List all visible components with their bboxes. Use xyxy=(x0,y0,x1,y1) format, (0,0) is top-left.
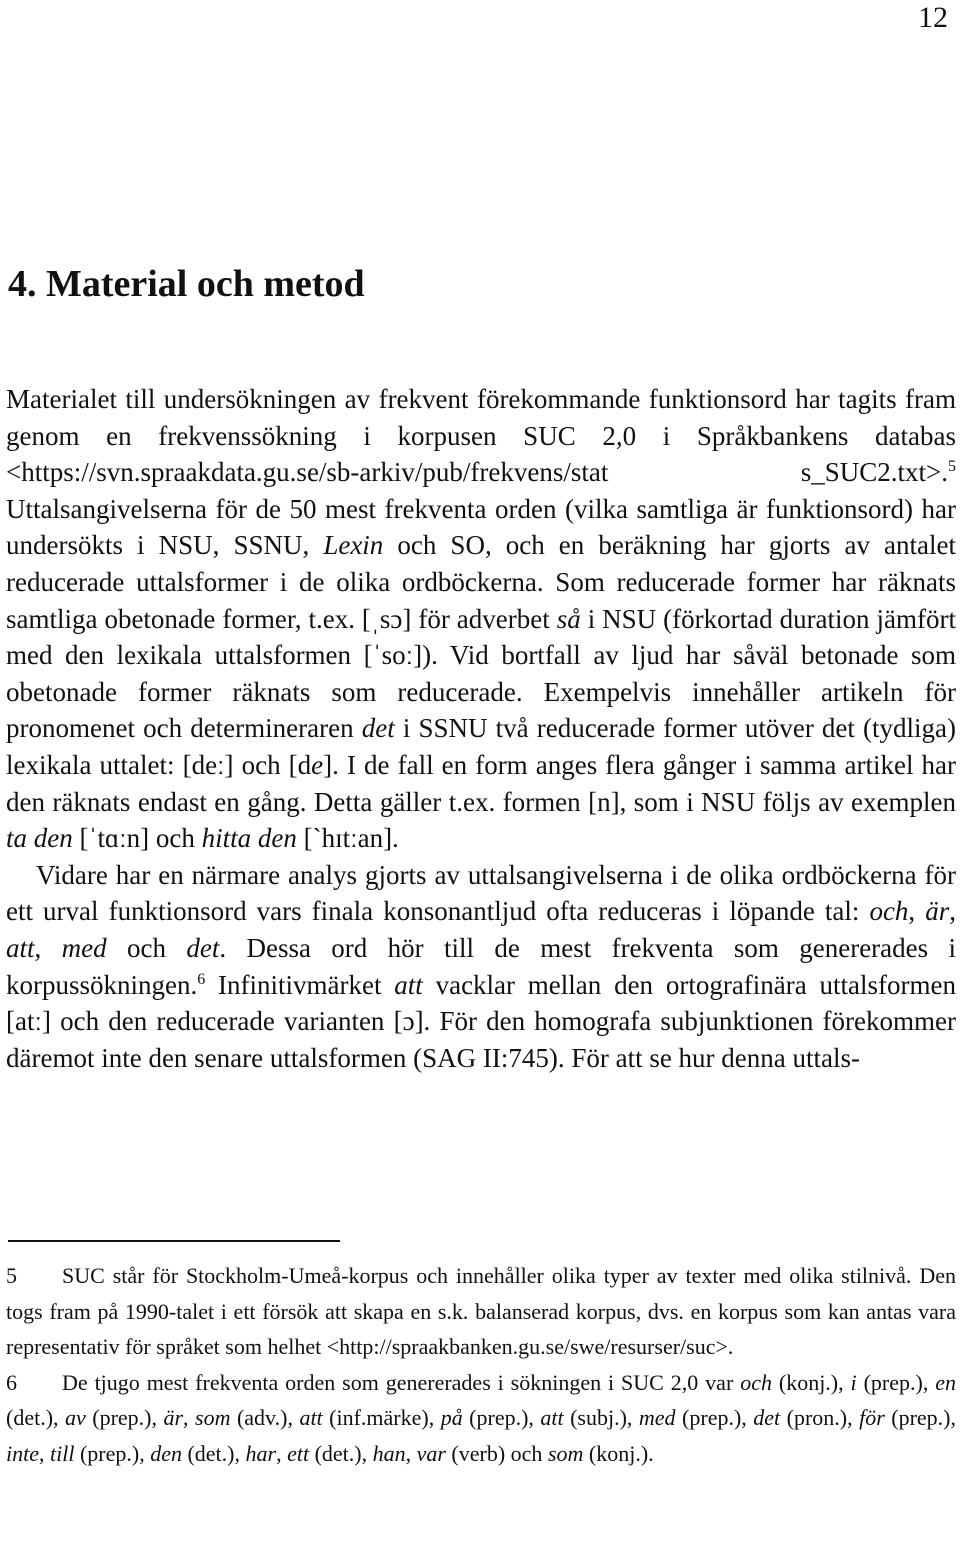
footnote-marker: 5 xyxy=(6,1263,17,1288)
body-text xyxy=(6,381,956,1076)
footnote-separator xyxy=(8,1240,340,1242)
paragraph-2: Vidare har en närmare analys gjorts av uttalsangivelserna i de olika ordböckerna för ett urval funktionsord vars finala konsonantljud ofta reduceras i löpande tal: och, är, att, med och det. Dessa ord hör till de mest frekventa som genererades i korpussökningen.$^6$ Infinitivmärket att vacklar mellan den ortografinära uttalsformen [atː] och den reducerade varianten [ɔ]. För den homografa subjunktionen förekommer däremot inte den senare uttalsformen (SAG II:745). För att se hur denna uttals- xyxy=(6,859,957,1073)
footnote-5: 5 SUC står för Stockholm-Umeå-korpus och innehåller olika typer av texter med olika stilnivå. Den togs fram på 1990-talet i ett försök att skapa en s.k. balanserad korpus, dvs. en korpus som kan antas vara representativ för språket som helhet <http://spraakbanken.gu.se/swe/resurser/suc>. xyxy=(6,1258,956,1365)
footnote-ref-5[interactable]: 5 xyxy=(948,458,956,476)
footnote-6: 6 De tjugo mest frekventa orden som genererades i sökningen i SUC 2,0 var och (konj.), i (prep.), en (det.), av (prep.), är, som (adv.), att (inf.märke), på (prep.), att (subj.), med (prep.), det (pron.), för (prep.), inte, till (prep.), den (det.), har, ett (det.), han, var (verb) och som (konj.). xyxy=(6,1365,956,1472)
paragraph-1: Materialet till undersökningen av frekvent förekommande funktionsord har tagits fram genom en frekvenssökning i korpusen SUC 2,0 i Språkbankens databas <https://svn.spraakdata.gu.se/sb-arkiv/pub/frekvens/stat s_SUC2.txt>.$^5$ Uttalsangivelserna för de 50 mest frekventa orden (vilka samtliga är funktionsord) har undersökts i NSU, SSNU, Lexin och SO, och en beräkning har gjorts av antalet reducerade uttalsformer i de olika ordböckerna. Som reducerade former har räknats samtliga obetonade former, t.ex. [ˌsɔ] för adverbet så i NSU (förkortad duration jämfört med den lexikala uttalsformen [ˈsoː]). Vid bortfall av ljud har såväl betonade som obetonade former räknats som reducerade. Exempelvis innehåller artikeln för pronomenet och determineraren det i SSNU två reducerade former utöver det (tydliga) lexikala uttalet: [deː] och [de]. I de fall en form anges flera gånger i samma artikel har den räknats endast en gång. Detta gäller t.ex. formen [n], som i NSU följs av exemplen ta den [ˈtɑːn] och hitta den [ˋhɪtːan]. xyxy=(6,384,957,854)
footnote-ref-6[interactable]: 6 xyxy=(197,970,206,988)
footnote-marker: 6 xyxy=(6,1369,17,1395)
page-number: 12 xyxy=(918,1,948,34)
section-heading: 4. Material och metod xyxy=(8,263,365,305)
footnotes xyxy=(6,1258,956,1472)
